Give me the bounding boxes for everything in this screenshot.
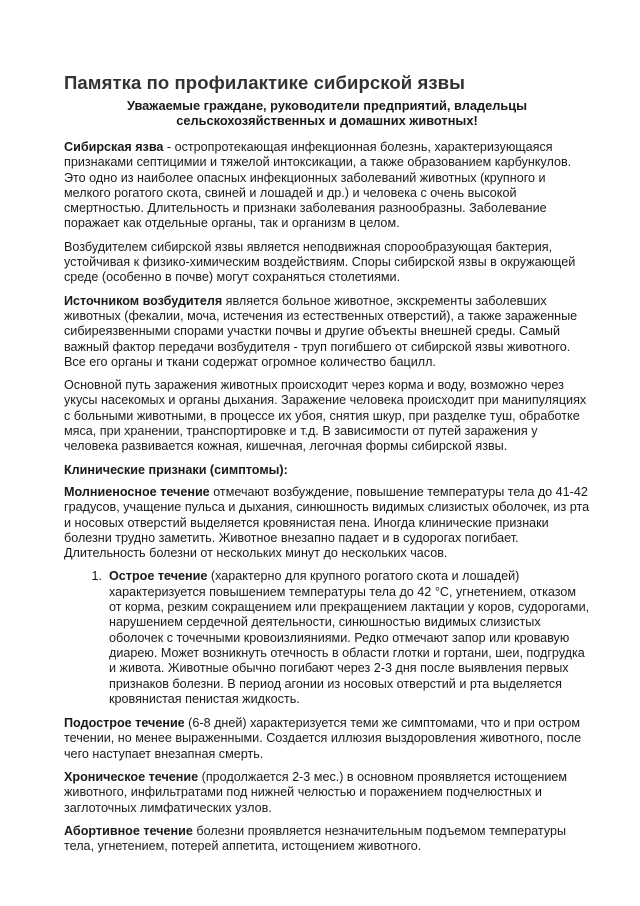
term-fulminant: Молниеносное течение <box>64 484 210 499</box>
paragraph-definition <box>64 140 590 232</box>
source-text: является больное животное, экскременты заболевших животных (фекалии, моча, истечения из естественных отверстий), а также зараженные сибиреязвенными спорами участки почвы и другие объекты внешней среды. Самый важный фактор передачи возбудителя - труп погибшего от сибирской язвы животного. Все его органы и ткани содержат огромное количество бацилл. <box>64 293 578 369</box>
acute-text: (характерно для крупного рогатого скота и лошадей) характеризуется повышением температуры тела до 42 °С, угнетением, отказом от корма, резким сокращением или прекращением лактации у коров, судорогами, нарушением сердечной деятельности, синюшностью видимых слизистых оболочек с точечными кровоизлияниями. Редко отмечают запор или кровавую диарею. Может возникнуть отечность в области глотки и гортани, шеи, подгрудка и живота. Животные обычно погибают через 2-3 дня после выявления первых признаков болезни. В период агонии из носовых отверстий и рта выделяется кровянистая пенистая жидкость. <box>109 569 590 706</box>
term-subacute: Подострое течение <box>64 716 185 731</box>
term-acute: Острое течение <box>109 569 208 584</box>
term-anthrax: Сибирская язва <box>64 140 164 154</box>
document-title: Памятка по профилактике сибирской язвы <box>64 72 466 93</box>
abortive-text: болезни проявляется незначительным подъемом температуры тела, угнетением, потерей аппетита, истощением животного. <box>64 823 567 854</box>
paragraph-source <box>64 294 590 370</box>
document-subtitle <box>64 98 590 128</box>
term-source: Источником возбудителя <box>64 293 223 308</box>
subtitle-line-2: сельскохозяйственных и домашних животных! <box>176 113 478 128</box>
term-chronic: Хроническое течение <box>64 769 199 784</box>
subtitle-line-1: Уважаемые граждане, руководители предприятий, владельцы <box>126 98 528 113</box>
paragraph-chronic <box>64 770 590 816</box>
definition-text: - остропротекающая инфекционная болезнь, характеризующаяся признаками септицимии и тяжелой интоксикации, а также образованием карбункулов. Это одно из наиболее опасных инфекционных заболеваний животных (крупного и мелкого рогатого скота, свиней и лошадей и др.) и человека с очень высокой смертностью. Длительность и признаки заболевания разнообразны. Заболевание поражает как отдельные органы, так и организм в целом. <box>64 140 572 231</box>
paragraph-pathogen: Возбудителем сибирской язвы является неподвижная спорообразующая бактерия, устойчивая к физико-химическим воздействиям. Споры сибирской язвы в окружающей среде (особенно в почве) могут сохраняться столетиями. <box>64 239 576 285</box>
paragraph-abortive <box>64 824 590 855</box>
paragraph-transmission: Основной путь заражения животных происходит через корма и воду, возможно через укусы насекомых и органы дыхания. Заражение человека происходит при манипуляциях с больными животными, в процессе их убоя, снятия шкур, при разделке туш, обработке мяса, при хранении, транспортировке и т.д. В зависимости от путей заражения у человека развивается кожная, кишечная, легочная формы сибирской язвы. <box>64 378 587 454</box>
list-item-number: 1. <box>91 569 102 584</box>
list-item-acute <box>64 569 590 707</box>
fulminant-text: отмечают возбуждение, повышение температуры тела до 41-42 градусов, учащение пульса и дыхания, синюшность видимых слизистых оболочек, из рта и носовых отверстий выделяется кровянистая пена. Иногда клинические признаки болезни трудно заметить. Животное внезапно падает и в судорогах погибает. Длительность болезни от нескольких минут до нескольких часов. <box>64 484 590 561</box>
paragraph-subacute <box>64 716 590 762</box>
chronic-text: (продолжается 2-3 мес.) в основном проявляется истощением животного, инфильтратами под нижней челюстью и поражением подчелюстных и заглоточных лимфатических узлов. <box>64 769 568 815</box>
clinical-signs-heading: Клинические признаки (симптомы): <box>64 462 288 477</box>
list-item-body <box>109 569 590 707</box>
paragraph-fulminant <box>64 485 590 561</box>
subacute-text: (6-8 дней) характеризуется теми же симптомами, что и при остром течении, но менее выраженными. Создается иллюзия выздоровления животного, после чего наступает внезапная смерть. <box>64 716 582 761</box>
term-abortive: Абортивное течение <box>64 823 193 838</box>
